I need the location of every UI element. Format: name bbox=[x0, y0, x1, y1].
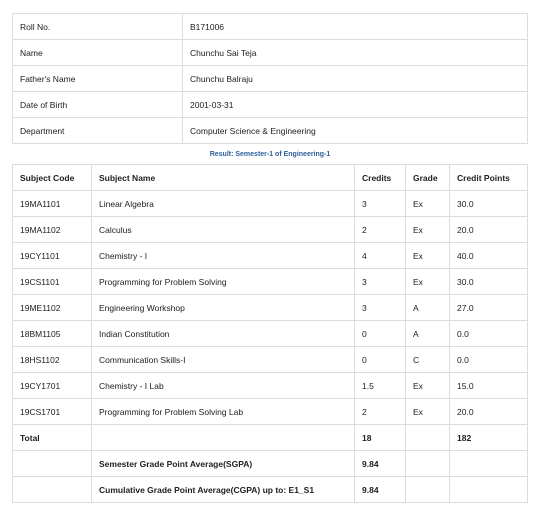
grade: Ex bbox=[406, 243, 450, 269]
sgpa-label: Semester Grade Point Average(SGPA) bbox=[92, 451, 355, 477]
results-table bbox=[12, 164, 528, 503]
subject-code: 18HS1102 bbox=[13, 347, 92, 373]
credits: 4 bbox=[355, 243, 406, 269]
total-credits: 18 bbox=[355, 425, 406, 451]
subject-code: 19CS1701 bbox=[13, 399, 92, 425]
grade: A bbox=[406, 295, 450, 321]
credit-points: 30.0 bbox=[450, 191, 528, 217]
credits: 2 bbox=[355, 217, 406, 243]
subject-code: 18BM1105 bbox=[13, 321, 92, 347]
result-caption: Result: Semester-1 of Engineering-1 bbox=[209, 151, 331, 158]
info-row-department bbox=[13, 118, 528, 144]
table-row bbox=[13, 295, 528, 321]
subject-name: Chemistry - I bbox=[92, 243, 355, 269]
table-row bbox=[13, 217, 528, 243]
subject-name: Engineering Workshop bbox=[92, 295, 355, 321]
subject-name: Linear Algebra bbox=[92, 191, 355, 217]
grade: C bbox=[406, 347, 450, 373]
info-value: Chunchu Sai Teja bbox=[183, 40, 528, 66]
subject-code: 19CS1101 bbox=[13, 269, 92, 295]
subject-name: Programming for Problem Solving bbox=[92, 269, 355, 295]
info-value: Computer Science & Engineering bbox=[183, 118, 528, 144]
credit-points: 0.0 bbox=[450, 321, 528, 347]
empty-cell bbox=[450, 477, 528, 503]
grade: Ex bbox=[406, 373, 450, 399]
sgpa-row bbox=[13, 451, 528, 477]
results-header-row bbox=[13, 165, 528, 191]
grade: Ex bbox=[406, 217, 450, 243]
subject-code: 19CY1701 bbox=[13, 373, 92, 399]
info-row-roll-no bbox=[13, 14, 528, 40]
student-info-table bbox=[12, 13, 528, 144]
info-row-date-of-birth bbox=[13, 92, 528, 118]
grade: Ex bbox=[406, 191, 450, 217]
total-label: Total bbox=[13, 425, 92, 451]
info-value: B171006 bbox=[183, 14, 528, 40]
subject-code: 19MA1102 bbox=[13, 217, 92, 243]
info-label: Date of Birth bbox=[13, 92, 183, 118]
credit-points: 15.0 bbox=[450, 373, 528, 399]
subject-name: Chemistry - I Lab bbox=[92, 373, 355, 399]
empty-cell bbox=[92, 425, 355, 451]
table-row bbox=[13, 191, 528, 217]
empty-cell bbox=[450, 451, 528, 477]
credits: 0 bbox=[355, 321, 406, 347]
credits: 3 bbox=[355, 191, 406, 217]
info-row-fathers-name bbox=[13, 66, 528, 92]
empty-cell bbox=[406, 477, 450, 503]
info-label: Name bbox=[13, 40, 183, 66]
grade: A bbox=[406, 321, 450, 347]
table-row bbox=[13, 373, 528, 399]
subject-name: Programming for Problem Solving Lab bbox=[92, 399, 355, 425]
subject-code: 19MA1101 bbox=[13, 191, 92, 217]
subject-name: Communication Skills-I bbox=[92, 347, 355, 373]
header-credits: Credits bbox=[355, 165, 406, 191]
info-label: Department bbox=[13, 118, 183, 144]
total-credit-points: 182 bbox=[450, 425, 528, 451]
credit-points: 20.0 bbox=[450, 217, 528, 243]
info-label: Father's Name bbox=[13, 66, 183, 92]
cgpa-row bbox=[13, 477, 528, 503]
credit-points: 27.0 bbox=[450, 295, 528, 321]
info-value: Chunchu Balraju bbox=[183, 66, 528, 92]
table-row bbox=[13, 347, 528, 373]
empty-cell bbox=[406, 451, 450, 477]
empty-cell bbox=[13, 477, 92, 503]
header-subject-name: Subject Name bbox=[92, 165, 355, 191]
credits: 3 bbox=[355, 269, 406, 295]
cgpa-value: 9.84 bbox=[355, 477, 406, 503]
table-row bbox=[13, 399, 528, 425]
subject-code: 19ME1102 bbox=[13, 295, 92, 321]
grade: Ex bbox=[406, 269, 450, 295]
credit-points: 20.0 bbox=[450, 399, 528, 425]
info-row-name bbox=[13, 40, 528, 66]
credits: 2 bbox=[355, 399, 406, 425]
empty-cell bbox=[13, 451, 92, 477]
credit-points: 0.0 bbox=[450, 347, 528, 373]
subject-name: Indian Constitution bbox=[92, 321, 355, 347]
cgpa-label: Cumulative Grade Point Average(CGPA) up to: E1_S1 bbox=[92, 477, 355, 503]
table-row bbox=[13, 321, 528, 347]
header-subject-code: Subject Code bbox=[13, 165, 92, 191]
credit-points: 40.0 bbox=[450, 243, 528, 269]
header-credit-points: Credit Points bbox=[450, 165, 528, 191]
header-grade: Grade bbox=[406, 165, 450, 191]
grade: Ex bbox=[406, 399, 450, 425]
empty-cell bbox=[406, 425, 450, 451]
table-row bbox=[13, 243, 528, 269]
info-label: Roll No. bbox=[13, 14, 183, 40]
credits: 3 bbox=[355, 295, 406, 321]
credit-points: 30.0 bbox=[450, 269, 528, 295]
sgpa-value: 9.84 bbox=[355, 451, 406, 477]
credits: 0 bbox=[355, 347, 406, 373]
info-value: 2001-03-31 bbox=[183, 92, 528, 118]
credits: 1.5 bbox=[355, 373, 406, 399]
table-row bbox=[13, 269, 528, 295]
subject-code: 19CY1101 bbox=[13, 243, 92, 269]
subject-name: Calculus bbox=[92, 217, 355, 243]
total-row bbox=[13, 425, 528, 451]
